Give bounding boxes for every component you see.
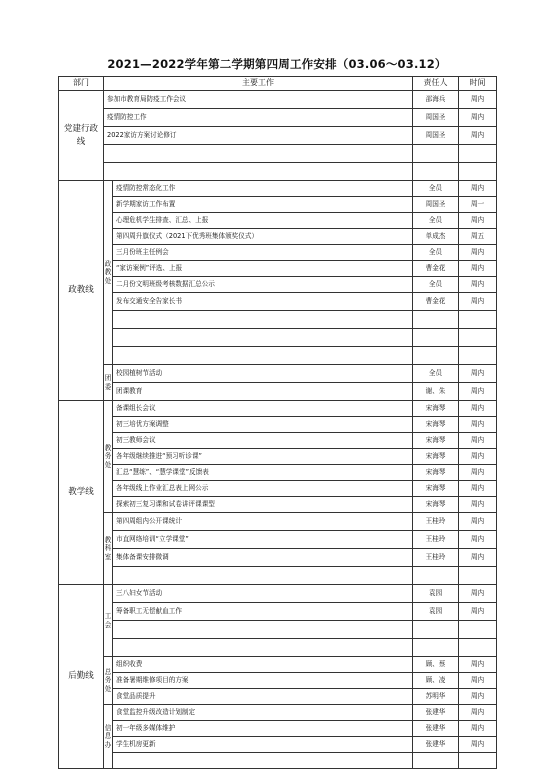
table-row <box>59 549 497 567</box>
table-row <box>59 465 497 481</box>
time-cell: 周内 <box>459 213 497 229</box>
task-cell: 准备暑期维修项目的方案 <box>113 673 413 689</box>
time-cell: 周内 <box>459 277 497 293</box>
subdept-jiaokeshi: 教科室 <box>104 513 113 585</box>
table-row-empty <box>59 311 497 329</box>
person-cell: 全员 <box>413 277 459 293</box>
table-row <box>59 497 497 513</box>
header-time: 时间 <box>459 77 497 91</box>
task-cell: 食堂品质提升 <box>113 689 413 705</box>
table-row-empty <box>59 753 497 769</box>
time-cell: 周内 <box>459 721 497 737</box>
dept-jiaoxue: 教学线 <box>59 401 104 585</box>
person-cell: 张建华 <box>413 705 459 721</box>
table-row <box>59 127 497 145</box>
header-dept: 部门 <box>59 77 104 91</box>
task-cell: 组织收费 <box>113 657 413 673</box>
table-row <box>59 277 497 293</box>
person-cell: 谢、朱 <box>413 383 459 401</box>
time-cell: 周内 <box>459 181 497 197</box>
task-cell: 市直网络培训“立学课堂” <box>113 531 413 549</box>
person-cell: 周国圣 <box>413 127 459 145</box>
person-cell: 张建华 <box>413 737 459 753</box>
person-cell: 苏明华 <box>413 689 459 705</box>
task-cell: 汇总“慧练”、“慧学课堂”反馈表 <box>113 465 413 481</box>
task-cell: 三月份班主任例会 <box>113 245 413 261</box>
table-row <box>59 197 497 213</box>
table-row-empty <box>59 347 497 365</box>
task-cell: 第四周升旗仪式（2021下优秀班集体颁奖仪式） <box>113 229 413 245</box>
task-cell: 三八妇女节活动 <box>113 585 413 603</box>
task-cell: 校园植树节活动 <box>113 365 413 383</box>
person-cell: 宋海琴 <box>413 465 459 481</box>
table-row <box>59 737 497 753</box>
dept-houqin: 后勤线 <box>59 585 104 769</box>
task-cell: 2022家访方案讨论修订 <box>104 127 413 145</box>
table-row-empty <box>59 567 497 585</box>
subdept-jiaowu: 教务处 <box>104 401 113 513</box>
task-cell: 集体备课安排微调 <box>113 549 413 567</box>
schedule-table <box>58 76 497 769</box>
table-row <box>59 181 497 197</box>
task-cell: 第四周组内公开课统计 <box>113 513 413 531</box>
task-cell: 食堂监控升级改造计划制定 <box>113 705 413 721</box>
task-cell: 团课教育 <box>113 383 413 401</box>
time-cell: 周一 <box>459 197 497 213</box>
table-row-empty <box>59 163 497 181</box>
task-cell: “家访案例”评选、上报 <box>113 261 413 277</box>
table-row <box>59 383 497 401</box>
time-cell: 周内 <box>459 449 497 465</box>
person-cell: 单成杰 <box>413 229 459 245</box>
table-row <box>59 401 497 417</box>
table-row-empty <box>59 145 497 163</box>
person-cell: 曹金花 <box>413 293 459 311</box>
person-cell: 顾、凌 <box>413 673 459 689</box>
person-cell: 袁园 <box>413 585 459 603</box>
person-cell: 宋海琴 <box>413 433 459 449</box>
dept-zhengjiao: 政教线 <box>59 181 104 401</box>
time-cell: 周内 <box>459 465 497 481</box>
table-row <box>59 513 497 531</box>
person-cell: 宋海琴 <box>413 497 459 513</box>
task-cell: 心理危机学生排查、汇总、上报 <box>113 213 413 229</box>
time-cell: 周内 <box>459 673 497 689</box>
time-cell: 周内 <box>459 109 497 127</box>
subdept-zhengjiao-office: 政教处 <box>104 181 113 365</box>
task-cell: 二月份文明班级考核数据汇总公示 <box>113 277 413 293</box>
person-cell: 宋海琴 <box>413 449 459 465</box>
table-row <box>59 657 497 673</box>
person-cell: 王桂玲 <box>413 531 459 549</box>
time-cell: 周内 <box>459 481 497 497</box>
table-row-empty <box>59 329 497 347</box>
person-cell: 全员 <box>413 213 459 229</box>
time-cell: 周内 <box>459 497 497 513</box>
time-cell: 周内 <box>459 245 497 261</box>
time-cell: 周内 <box>459 417 497 433</box>
person-cell: 周国圣 <box>413 109 459 127</box>
task-cell: 学生机房更新 <box>113 737 413 753</box>
table-row <box>59 481 497 497</box>
person-cell: 宋海琴 <box>413 401 459 417</box>
person-cell: 全员 <box>413 181 459 197</box>
header-person: 责任人 <box>413 77 459 91</box>
time-cell: 周内 <box>459 127 497 145</box>
person-cell: 周国圣 <box>413 197 459 213</box>
table-row-empty <box>59 621 497 639</box>
task-cell: 参加市教育局防疫工作会议 <box>104 91 413 109</box>
task-cell: 探索初三复习课和试卷讲评课课型 <box>113 497 413 513</box>
person-cell: 顾、蔡 <box>413 657 459 673</box>
table-row <box>59 689 497 705</box>
table-row <box>59 261 497 277</box>
table-row <box>59 213 497 229</box>
task-cell: 初三培优方案调整 <box>113 417 413 433</box>
time-cell: 周内 <box>459 383 497 401</box>
table-row <box>59 109 497 127</box>
time-cell: 周内 <box>459 549 497 567</box>
person-cell: 曹金花 <box>413 261 459 277</box>
time-cell: 周内 <box>459 293 497 311</box>
table-row-empty <box>59 639 497 657</box>
table-row <box>59 531 497 549</box>
time-cell: 周内 <box>459 705 497 721</box>
task-cell: 筹备职工无偿献血工作 <box>113 603 413 621</box>
task-cell: 各年级继续推进“预习听诊课” <box>113 449 413 465</box>
time-cell: 周内 <box>459 689 497 705</box>
task-cell: 备课组长会议 <box>113 401 413 417</box>
subdept-xinxiban: 信息办 <box>104 705 113 769</box>
table-row <box>59 603 497 621</box>
time-cell: 周内 <box>459 401 497 417</box>
table-row <box>59 245 497 261</box>
subdept-tuanwei: 团委 <box>104 365 113 401</box>
task-cell: 疫情防控常态化工作 <box>113 181 413 197</box>
page-title: 2021—2022学年第二学期第四周工作安排（03.06～03.12） <box>107 57 447 71</box>
time-cell: 周内 <box>459 603 497 621</box>
task-cell: 初一年级多媒体维护 <box>113 721 413 737</box>
time-cell: 周内 <box>459 585 497 603</box>
person-cell: 全员 <box>413 245 459 261</box>
time-cell: 周内 <box>459 531 497 549</box>
table-row <box>59 365 497 383</box>
person-cell: 袁园 <box>413 603 459 621</box>
person-cell: 宋海琴 <box>413 481 459 497</box>
time-cell: 周内 <box>459 657 497 673</box>
person-cell: 邵海兵 <box>413 91 459 109</box>
header-work: 主要工作 <box>104 77 413 91</box>
table-row <box>59 705 497 721</box>
dept-dangjian: 党建行政线 <box>59 91 104 181</box>
table-row <box>59 585 497 603</box>
subdept-zongwu: 总务处 <box>104 657 113 705</box>
task-cell: 各年级线上作业汇总表上网公示 <box>113 481 413 497</box>
table-row <box>59 293 497 311</box>
table-row <box>59 229 497 245</box>
table-row <box>59 721 497 737</box>
task-cell: 新学期家访工作布置 <box>113 197 413 213</box>
time-cell: 周内 <box>459 91 497 109</box>
time-cell: 周内 <box>459 737 497 753</box>
header-row <box>59 77 497 91</box>
person-cell: 王桂玲 <box>413 549 459 567</box>
task-cell: 初三教师会议 <box>113 433 413 449</box>
person-cell: 全员 <box>413 365 459 383</box>
table-row <box>59 433 497 449</box>
time-cell: 周内 <box>459 261 497 277</box>
table-row <box>59 417 497 433</box>
table-row <box>59 673 497 689</box>
subdept-gonghui: 工会 <box>104 585 113 657</box>
task-cell: 疫情防控工作 <box>104 109 413 127</box>
time-cell: 周五 <box>459 229 497 245</box>
time-cell: 周内 <box>459 513 497 531</box>
time-cell: 周内 <box>459 365 497 383</box>
table-row <box>59 449 497 465</box>
person-cell: 宋海琴 <box>413 417 459 433</box>
person-cell: 张建华 <box>413 721 459 737</box>
time-cell: 周内 <box>459 433 497 449</box>
table-row <box>59 91 497 109</box>
task-cell: 发布交通安全告家长书 <box>113 293 413 311</box>
person-cell: 王桂玲 <box>413 513 459 531</box>
